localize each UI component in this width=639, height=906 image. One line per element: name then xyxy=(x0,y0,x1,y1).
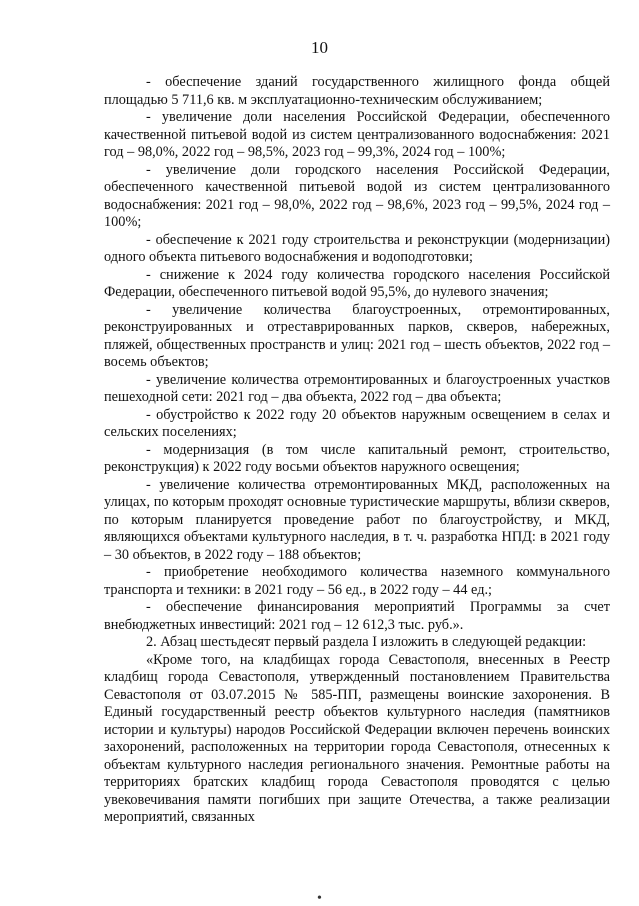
list-item-apartment-buildings: - увеличение количества отремонтированных МКД, расположенных на улицах, по которым проходят основные туристические маршруты, вблизи скверов, по которым планируется проведение работ по благоустройству, и МКД, являющихся объектами культурного наследия, в т. ч. разработка НПД: в 2021 году – 30 объектов, в 2022 году – 188 объектов; xyxy=(104,476,610,563)
list-item-water-share-urban: - увеличение доли городского населения Российской Федерации, обеспеченного качественной питьевой водой из систем централизованного водоснабжения: 2021 год – 98,0%, 2022 год – 98,6%, 2023 год – 99,5%, 2024 год – 100%; xyxy=(104,161,610,230)
list-item-pedestrian-network: - увеличение количества отремонтированных и благоустроенных участков пешеходной сети: 2021 год – два объекта, 2022 год – два объекта; xyxy=(104,371,610,405)
quoted-paragraph: «Кроме того, на кладбищах города Севастополя, внесенных в Реестр кладбищ города Севастополя, утвержденный постановлением Правительства Севастополя от 03.07.2015 № 585-ПП, размещены воинские захоронения. В Единый государственный реестр объектов культурного наследия (памятников истории и культуры) народов Российской Федерации включен перечень воинских захоронений, расположенных на территории города Севастополя, отнесенных к объектам культурного наследия регионального значения. Ремонтные работы на территориях братских кладбищ города Севастополя проводятся с целью увековечивания памяти погибших при защите Отечества, а также реализации мероприятий, связанных xyxy=(104,651,610,825)
page-number: 10 xyxy=(311,38,328,57)
list-item-lighting-modernization: - модернизация (в том числе капитальный ремонт, строительство, реконструкция) к 2022 году восьми объектов наружного освещения; xyxy=(104,441,610,475)
list-item-water-share-population: - увеличение доли населения Российской Федерации, обеспеченного качественной питьевой водой из систем централизованного водоснабжения: 2021 год – 98,0%, 2022 год – 98,5%, 2023 год – 99,3%, 2024 год – 100%; xyxy=(104,109,610,160)
list-item-investments: - обеспечение финансирования мероприятий Программы за счет внебюджетных инвестиций: 2021 год – 12 612,3 тыс. руб.». xyxy=(104,599,610,633)
list-item-village-lighting: - обустройство к 2022 году 20 объектов наружным освещением в селах и сельских поселениях; xyxy=(104,406,610,440)
bottom-dot-mark: • xyxy=(317,891,322,906)
list-item-housing-maintenance: - обеспечение зданий государственного жилищного фонда общей площадью 5 711,6 кв. м эксплуатационно-техническим обслуживанием; xyxy=(104,74,610,108)
amendment-paragraph: 2. Абзац шестьдесят первый раздела I изложить в следующей редакции: xyxy=(146,634,587,650)
list-item-water-facility: - обеспечение к 2021 году строительства и реконструкции (модернизации) одного объекта питьевого водоснабжения и водоподготовки; xyxy=(104,231,610,265)
list-item-transport: - приобретение необходимого количества наземного коммунального транспорта и техники: в 2021 году – 56 ед., в 2022 году – 44 ед.; xyxy=(104,564,610,598)
list-item-water-reduction: - снижение к 2024 году количества городского населения Российской Федерации, обеспеченного питьевой водой 95,5%, до нулевого значения; xyxy=(104,266,610,300)
list-item-parks: - увеличение количества благоустроенных, отремонтированных, реконструированных и отреставрированных парков, скверов, набережных, пляжей, общественных пространств и улиц: 2021 год – шесть объектов, 2022 год – восемь объектов; xyxy=(104,301,610,370)
document-body xyxy=(104,74,610,827)
